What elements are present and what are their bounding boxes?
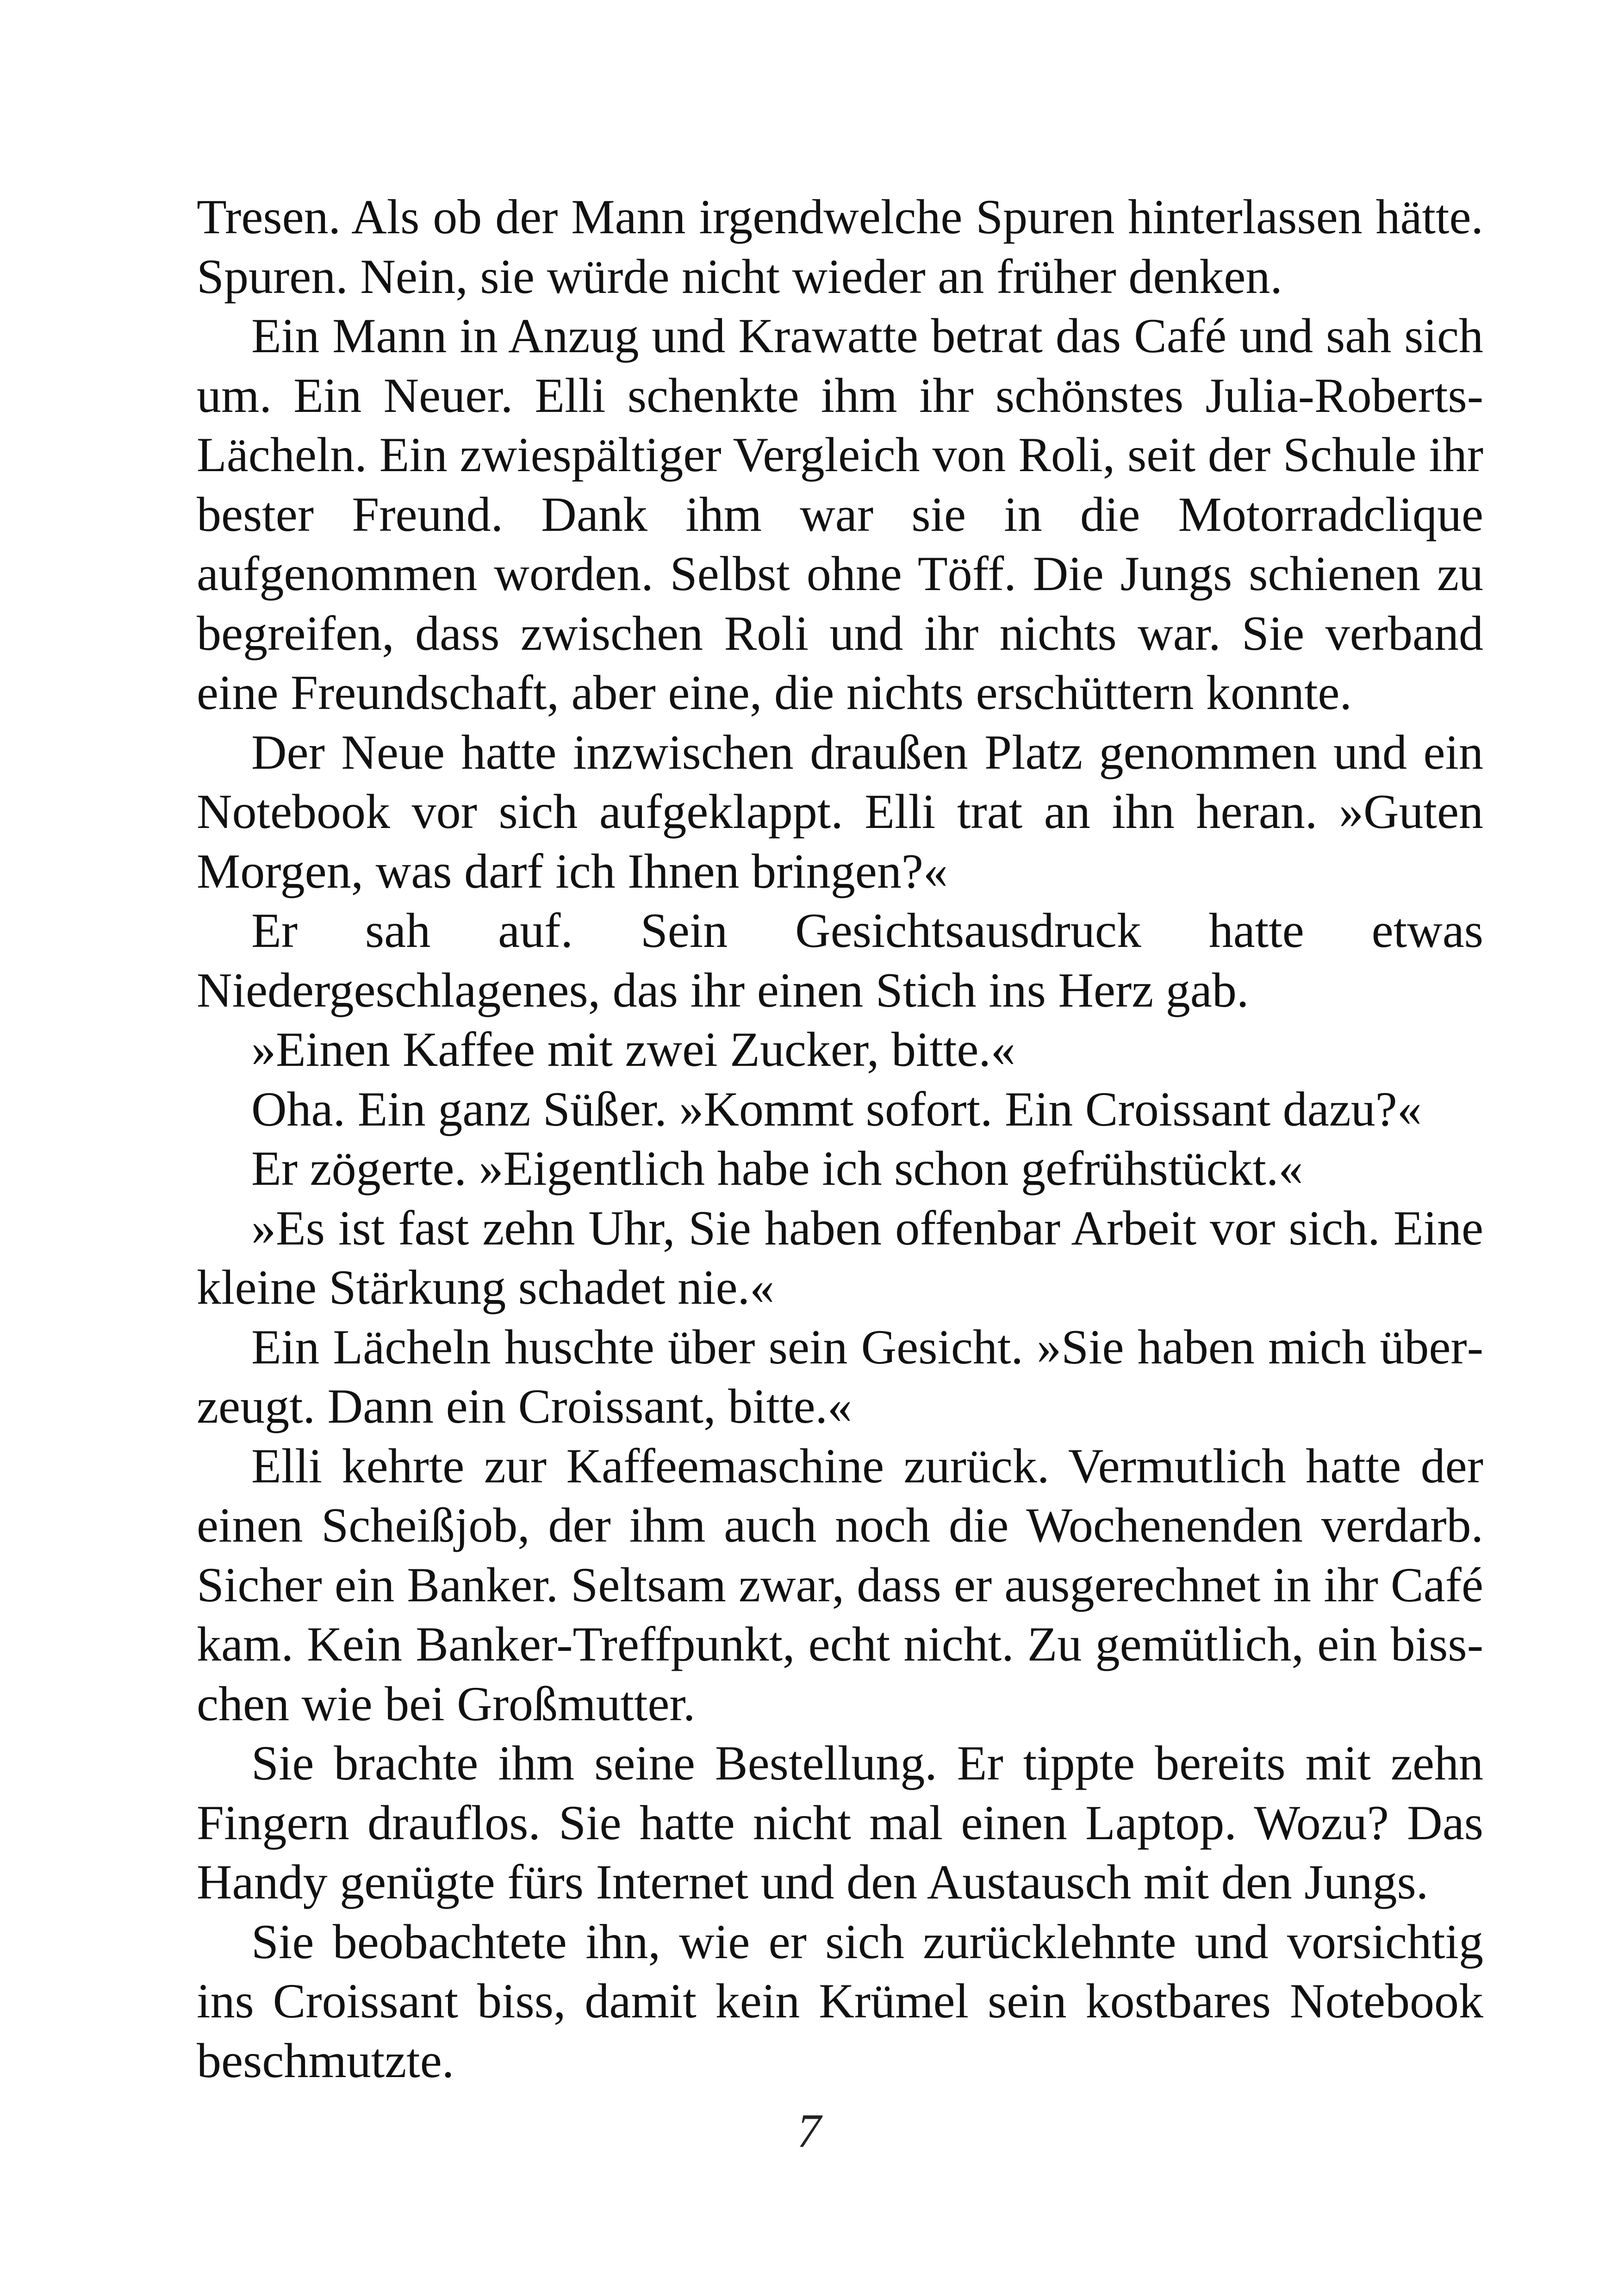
paragraph-11: Sie brachte ihm seine Bestellung. Er tippte bereits mit zehn Fingern drauflos. Sie hatte nicht mal einen Laptop. Wozu? Das Handy genügte fürs Internet und den Austausch mit den Jungs. bbox=[197, 1736, 1483, 1909]
paragraph-10: Elli kehrte zur Kaffeemaschine zurück. Vermutlich hatte der einen Scheißjob, der ihm auch noch die Wochenenden verdarb. Sicher ein Banker. Seltsam zwar, dass er ausgerechnet in ihr Café kam. Kein Banker-Treffpunkt, echt nicht. Zu gemütlich, ein bisschen wie bei Großmutter. bbox=[197, 1438, 1483, 1731]
paragraph-6: Oha. Ein ganz Süßer. »Kommt sofort. Ein Croissant dazu?« bbox=[251, 1082, 1422, 1136]
paragraph-12: Sie beobachtete ihn, wie er sich zurücklehnte und vorsichtig ins Croissant biss, damit kein Krümel sein kostbares Notebook beschmutzte. bbox=[197, 1914, 1483, 2088]
paragraph-7: Er zögerte. »Eigentlich habe ich schon gefrühstückt.« bbox=[251, 1141, 1303, 1195]
paragraph-8: »Es ist fast zehn Uhr, Sie haben offenbar Arbeit vor sich. Eine kleine Stärkung schadet nie.« bbox=[197, 1201, 1483, 1314]
body-text bbox=[197, 187, 1483, 2091]
paragraph-9: Ein Lächeln huschte über sein Gesicht. »Sie haben mich überzeugt. Dann ein Croissant, bitte.« bbox=[197, 1319, 1483, 1433]
paragraph-2: Ein Mann in Anzug und Krawatte betrat das Café und sah sich um. Ein Neuer. Elli schenkte ihm ihr schönstes Julia-Roberts-Lächeln. Ein zwiespältiger Vergleich von Roli, seit der Schule ihr bester Freund. Dank ihm war sie in die Motorradclique aufgenommen worden. Selbst ohne Töff. Die Jungs schienen zu begreifen, dass zwischen Roli und ihr nichts war. Sie verband eine Freundschaft, aber eine, die nichts erschüttern konnte. bbox=[197, 309, 1483, 720]
page-number: 7 bbox=[797, 2104, 821, 2158]
paragraph-3: Der Neue hatte inzwischen draußen Platz genommen und ein Notebook vor sich aufgeklappt. Elli trat an ihn heran. »Guten Morgen, was darf ich Ihnen bringen?« bbox=[197, 725, 1483, 898]
paragraph-1: Tresen. Als ob der Mann irgendwelche Spuren hinterlassen hätte. Spuren. Nein, sie würde nicht wieder an früher denken. bbox=[197, 190, 1483, 304]
paragraph-4: Er sah auf. Sein Gesichtsausdruck hatte etwas Niedergeschlagenes, das ihr einen Stich ins Herz gab. bbox=[197, 903, 1483, 1017]
paragraph-5: »Einen Kaffee mit zwei Zucker, bitte.« bbox=[251, 1022, 1015, 1076]
